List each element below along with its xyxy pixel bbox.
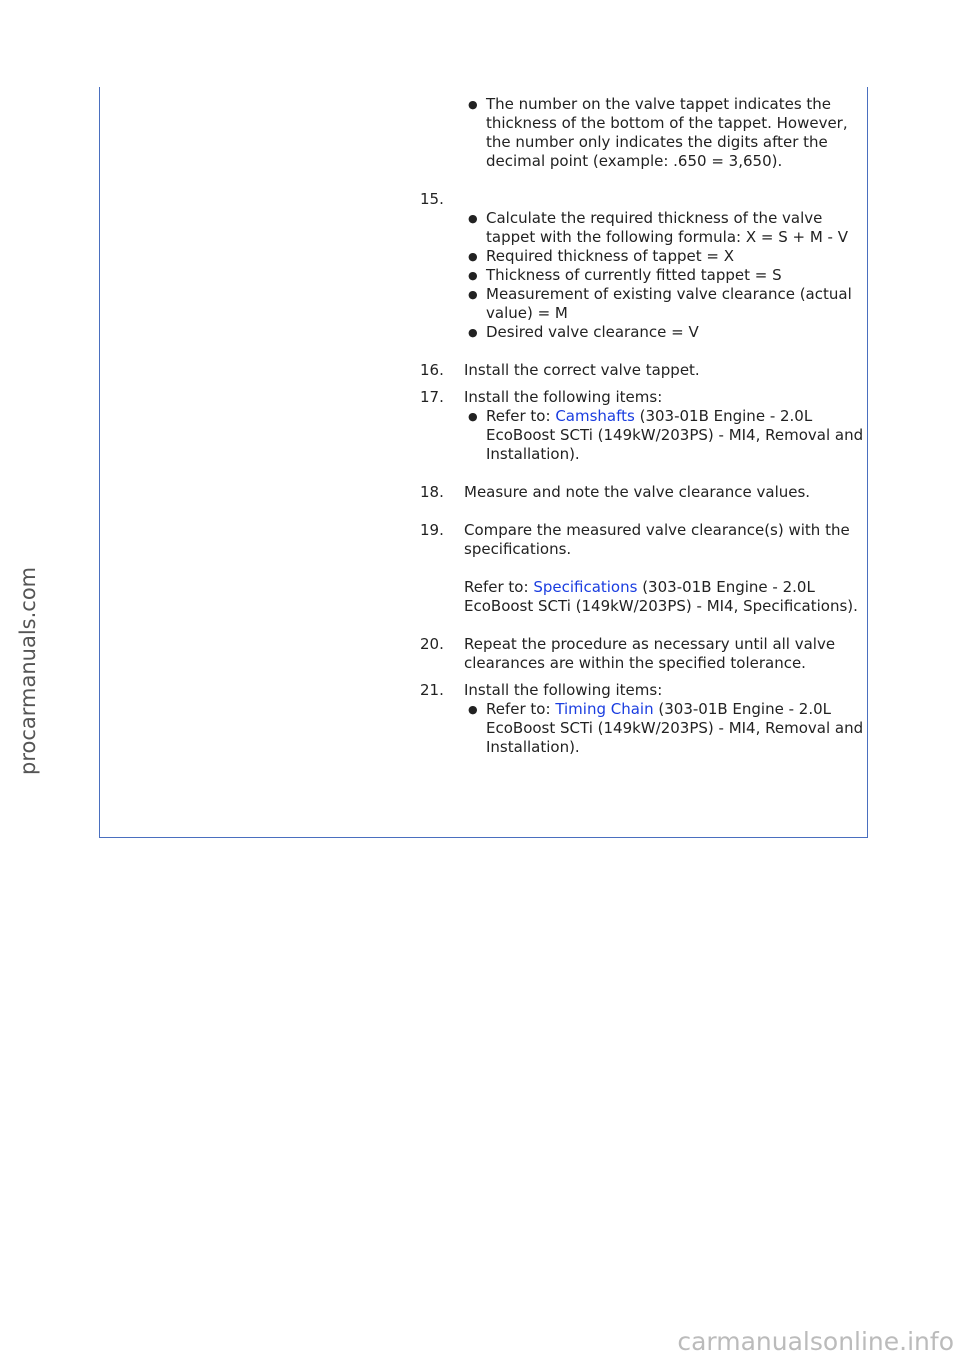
footer-watermark: carmanualsonline.info (677, 1327, 954, 1356)
step-20 (420, 635, 870, 673)
list-item: ● Calculate the required thickness of the valve tappet with the following formula: X = S + M - V (468, 209, 870, 247)
reference-paragraph (464, 578, 870, 616)
step-text: Repeat the procedure as necessary until all valve clearances are within the specified tolerance. (464, 635, 836, 672)
list-item: ● Thickness of currently fitted tappet = S (468, 266, 870, 285)
side-watermark: procarmanuals.com (16, 566, 40, 775)
step-text: Compare the measured valve clearance(s) with the specifications. (464, 521, 850, 558)
step-16 (420, 361, 870, 380)
reference-detail: (303-01B Engine - 2.0L EcoBoost SCTi (149kW/203PS) - MI4, Specifications). (464, 578, 858, 615)
step-text: Measure and note the valve clearance values. (464, 483, 811, 501)
specifications-link[interactable]: Specifications (533, 578, 638, 596)
step-21 (420, 681, 870, 757)
list-item: ● Desired valve clearance = V (468, 323, 870, 342)
step-number: 20. (420, 635, 444, 653)
refer-to-label: Refer to: (464, 578, 534, 596)
step-number: 18. (420, 483, 444, 501)
step-17 (420, 388, 870, 464)
list-item: ● Required thickness of tappet = X (468, 247, 870, 266)
step-number: 19. (420, 521, 444, 539)
step-number: 15. (420, 190, 444, 208)
step-text: Install the following items: (464, 388, 663, 406)
list-item: ● The number on the valve tappet indicates the thickness of the bottom of the tappet. However, the number only indicates the digits after the decimal point (example: .650 = 3,650). (468, 95, 870, 171)
camshafts-link[interactable]: Camshafts (555, 407, 635, 425)
reference-detail: (303-01B Engine - 2.0L EcoBoost SCTi (149kW/203PS) - MI4, Removal and Installation). (486, 407, 864, 463)
intro-bullet-list (420, 95, 870, 171)
step-bullet-list (464, 700, 870, 757)
list-item: ● Measurement of existing valve clearance (actual value) = M (468, 285, 870, 323)
step-19 (420, 521, 870, 616)
procedure-content (420, 95, 870, 757)
step-15 (420, 190, 870, 342)
step-number: 21. (420, 681, 444, 699)
step-number: 16. (420, 361, 444, 379)
list-item (468, 407, 870, 464)
step-18 (420, 483, 870, 502)
list-item (468, 700, 870, 757)
step-number: 17. (420, 388, 444, 406)
refer-to-label: Refer to: (486, 407, 556, 425)
refer-to-label: Refer to: (486, 700, 556, 718)
step-bullet-list (464, 407, 870, 464)
timing-chain-link[interactable]: Timing Chain (555, 700, 654, 718)
step-text: Install the following items: (464, 681, 663, 699)
reference-detail: (303-01B Engine - 2.0L EcoBoost SCTi (149kW/203PS) - MI4, Removal and Installation). (486, 700, 864, 756)
step-text: Install the correct valve tappet. (464, 361, 700, 379)
step-bullet-list (464, 209, 870, 342)
